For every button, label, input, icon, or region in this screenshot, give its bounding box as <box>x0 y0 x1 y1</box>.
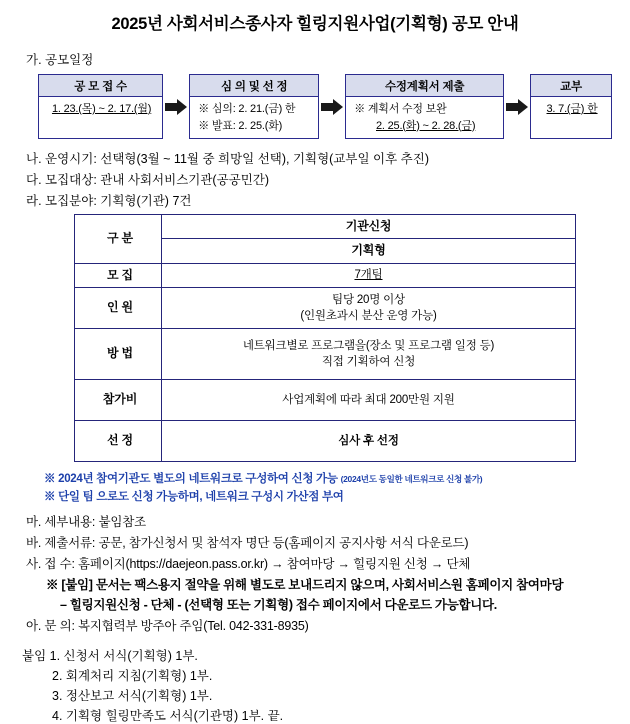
attachment-notice-line-1: ※ [붙임] 문서는 팩스용지 절약을 위해 별도로 보내드리지 않으며, 사회서비스원 홈페이지 참여마당 <box>46 578 564 593</box>
flow-step-header: 수정계획서 제출 <box>346 75 503 97</box>
flow-step-line: 1. 23.(목) ~ 2. 17.(월) <box>51 103 152 115</box>
table-row <box>75 380 576 421</box>
schedule-flow <box>38 74 612 139</box>
row-label-recruit: 모 집 <box>75 263 162 287</box>
flow-step-body <box>190 97 318 138</box>
section-e-label: 마. 세부내용: 붙임참조 <box>26 515 146 530</box>
note-text: ※ 2024년 참여기관도 별도의 네트워크로 구성하여 신청 가능 <box>44 473 338 486</box>
row-value-fee: 사업계획에 따라 최대 200만원 지원 <box>162 380 576 421</box>
row-label-fee: 참가비 <box>75 380 162 421</box>
arrow-right-icon <box>504 74 530 139</box>
row-value-method <box>162 329 576 380</box>
row-value-headcount <box>162 288 576 329</box>
header-planning-type: 기획형 <box>162 239 576 263</box>
section-a-label: 가. 공모일정 <box>26 53 94 67</box>
page-title: 2025년 사회서비스종사자 힐링지원사업(기획형) 공모 안내 <box>111 15 519 33</box>
flow-step-line: 2. 25.(화) ~ 2. 28.(금) <box>376 119 476 132</box>
table-row <box>75 329 576 380</box>
section-f-label: 바. 제출서류: 공문, 참가신청서 및 참석자 명단 등(홈페이지 공지사항 서식 다운로드) <box>26 536 469 551</box>
table-header-row <box>75 215 576 239</box>
row-value-line: (인원초과시 분산 운영 가능) <box>300 310 437 323</box>
flow-step-header: 교부 <box>531 75 611 97</box>
flow-step-line: ※ 발표: 2. 25.(화) <box>198 119 283 132</box>
section-c-label: 다. 모집대상: 관내 사회서비스기관(공공민간) <box>26 173 270 187</box>
flow-step-revised-plan <box>345 74 504 139</box>
flow-step-application <box>38 74 163 139</box>
flow-step-body <box>39 97 162 138</box>
flow-step-line: 3. 7.(금) 한 <box>546 103 598 115</box>
section-g-label: 사. 접 수: 홈페이지(https://daejeon.pass.or.kr) → 참여마당 → 힐링지원 신청 → 단체 <box>26 557 471 572</box>
section-b-label: 나. 운영시기: 선택형(3월 ~ 11월 중 희망일 선택), 기획형(교부일 이후 추진) <box>26 152 429 166</box>
header-division: 구 분 <box>75 215 162 264</box>
flow-step-review <box>189 74 319 139</box>
recruitment-table <box>74 214 576 462</box>
note-subtext: (2024년도 동일한 네트워크로 신청 불가) <box>340 474 483 485</box>
header-organization-application: 기관신청 <box>162 215 576 239</box>
flow-step-line: ※ 계획서 수정 보완 <box>354 103 447 115</box>
row-value-line: 직접 기획하여 신청 <box>321 356 416 369</box>
row-value-line: 팀당 20명 이상 <box>332 293 405 306</box>
attachment-item: 4. 기획형 힐링만족도 서식(기관명) 1부. 끝. <box>52 709 284 724</box>
table-row <box>75 263 576 287</box>
flow-step-body <box>346 97 503 138</box>
row-value-selection: 심사 후 선정 <box>162 421 576 462</box>
note-single-team <box>44 488 614 504</box>
document-page <box>0 10 630 724</box>
flow-step-body <box>531 97 611 138</box>
flow-step-line: ※ 심의: 2. 21.(금) 한 <box>198 103 296 115</box>
section-d-label: 라. 모집분야: 기획형(기관) 7건 <box>26 194 192 208</box>
flow-step-header: 공 모 접 수 <box>39 75 162 97</box>
row-value-recruit: 7개팀 <box>162 263 576 287</box>
flow-step-header: 심 의 및 선 정 <box>190 75 318 97</box>
table-row <box>75 288 576 329</box>
attachment-head: 붙임 1. 신청서 서식(기획형) 1부. <box>22 649 198 664</box>
arrow-right-icon <box>319 74 345 139</box>
attachment-notice-line-2: – 힐링지원신청 - 단체 - (선택형 또는 기획형) 접수 페이지에서 다운로드 가능합니다. <box>60 598 497 613</box>
arrow-right-icon <box>163 74 189 139</box>
row-label-method: 방 법 <box>75 329 162 380</box>
attachment-item: 2. 회계처리 지침(기획형) 1부. <box>52 669 213 684</box>
table-row <box>75 421 576 462</box>
attachment-item: 3. 정산보고 서식(기획형) 1부. <box>52 689 213 704</box>
section-h-contact: 아. 문 의: 복지협력부 방주아 주임(Tel. 042-331-8935) <box>26 619 309 634</box>
row-label-selection: 선 정 <box>75 421 162 462</box>
row-value-line: 네트워크별로 프로그램을(장소 및 프로그램 일정 등) <box>242 339 495 352</box>
flow-step-grant <box>530 74 612 139</box>
note-text: ※ 단일 팀 으로도 신청 가능하며, 네트워크 구성시 가산점 부여 <box>44 491 344 504</box>
note-network <box>44 470 614 486</box>
row-label-headcount: 인 원 <box>75 288 162 329</box>
